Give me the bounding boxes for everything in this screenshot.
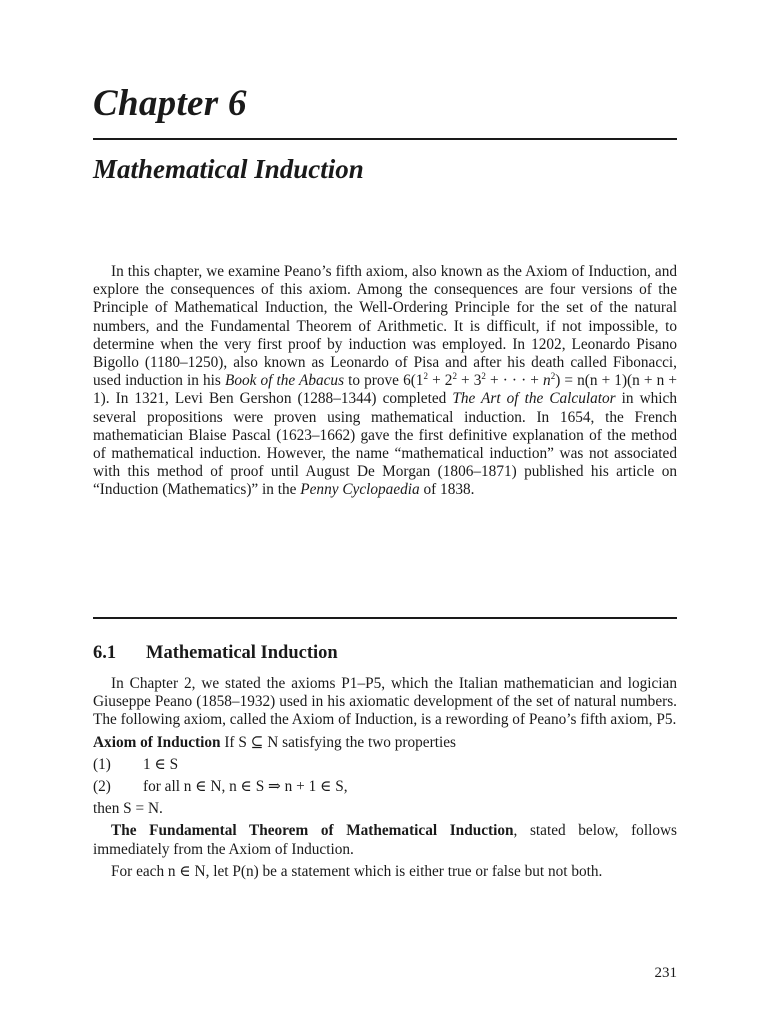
page-number: 231 — [654, 965, 677, 981]
property-text: for all n ∈ N, n ∈ S ⇒ n + 1 ∈ S, — [143, 778, 348, 796]
book-title-abacus: Book of the Abacus — [224, 372, 345, 390]
axiom-property-1 — [93, 756, 677, 774]
document-page — [93, 0, 677, 1024]
chapter-heading: Chapter 6 — [93, 83, 247, 124]
formula-part: ) = n(n + 1)(n + n + 1) — [93, 372, 677, 408]
section-rule — [93, 617, 677, 619]
intro-paragraph — [93, 263, 677, 500]
formula-part: + 2 — [427, 372, 453, 390]
section-heading — [93, 643, 338, 664]
intro-text-1: In this chapter, we examine Peano’s fifth axiom, also known as the Axiom of Induction, and explore the consequences of this axiom. Among the consequences are four versions of the Principle of Mathematical Induction, the Well-Ordering Principle for the set of the natural numbers, and the Fundamental Theorem of Arithmetic. It is difficult, if not impossible, to determine when the very first proof by induction was employed. In 1202, Leonardo Pisano Bigollo (1180–1250), also known as Leonardo of Pisa and after his death called Fibonacci, used induction in his — [93, 263, 677, 390]
formula-part: n — [543, 372, 551, 390]
section-title: Mathematical Induction — [146, 643, 338, 663]
section-body — [93, 675, 677, 885]
axiom-conclusion: then S = N. — [93, 800, 163, 818]
chapter-title: Mathematical Induction — [93, 154, 364, 184]
formula-part: + 3 — [456, 372, 482, 390]
body-paragraph-1: In Chapter 2, we stated the axioms P1–P5, which the Italian mathematician and logician Giuseppe Peano (1858–1932) used in his axiomatic development of the set of natural numbers. The following axiom, called the Axiom of Induction, is a rewording of Peano’s fifth axiom, P5. — [93, 675, 677, 729]
intro-text-5: of 1838. — [419, 481, 475, 499]
axiom-statement — [93, 734, 677, 752]
property-label: (2) — [93, 778, 111, 796]
property-label: (1) — [93, 755, 111, 773]
fibonacci-formula: $6(1^2 + 2^2 + 3^2$ + · · · + $n^2) = n(n + 1)(n + n + 1)$ — [93, 371, 677, 408]
formula-part: + · · · + — [485, 372, 544, 390]
book-title-penny-cyclopaedia: Penny Cyclopaedia — [300, 481, 420, 499]
section-number: 6.1 — [93, 643, 117, 663]
axiom-property-2 — [93, 778, 677, 796]
body-paragraph-last: For each n ∈ N, let P(n) be a statement which is either true or false but not both. — [111, 862, 603, 880]
axiom-text: If S ⊆ N satisfying the two properties — [220, 733, 456, 751]
intro-text-4: in which several propositions were proven using mathematical induction. In 1654, the French mathematician Blaise Pascal (1623–1662) gave the first definitive explanation of the method of mathematical induction. However, the name “mathematical induction” was not associated with this method of proof until August De Morgan (1806–1871) published his article on “Induction (Mathematics)” in the — [93, 390, 677, 499]
theorem-label: The Fundamental Theorem of Mathematical Induction — [111, 822, 514, 840]
theorem-text: , stated below, follows immediately from the Axiom of Induction. — [93, 822, 677, 858]
chapter-rule — [93, 138, 677, 140]
formula-part: 6(1 — [403, 372, 424, 390]
axiom-label: Axiom of Induction — [93, 733, 221, 751]
book-title-calculator: The Art of the Calculator — [452, 390, 616, 408]
intro-text-3: . In 1321, Levi Ben Gershon (1288–1344) completed — [105, 390, 453, 408]
property-text: 1 ∈ S — [143, 755, 179, 773]
intro-text-2: to prove — [344, 372, 404, 390]
theorem-intro — [93, 822, 677, 858]
